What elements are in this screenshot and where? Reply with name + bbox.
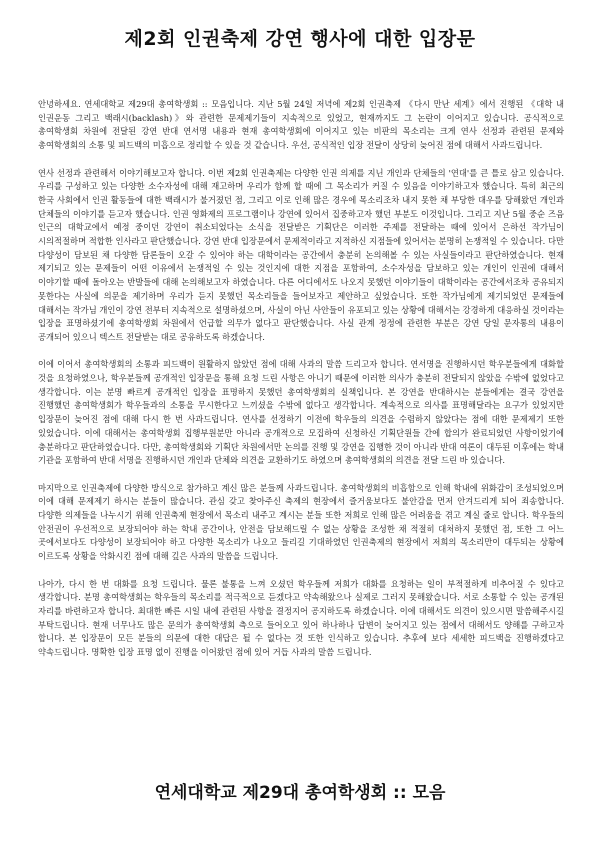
paragraph-intro: 안녕하세요. 연세대학교 제29대 총여학생회 :: 모음입니다. 지난 5월 24일 저녁에 제2회 인권축제 《다시 만난 세계》에서 진행된 《대학 내 인권운동 그리고 백래시(backlash)》와 관련한 문제제기들이 지속적으로 있었고, 현재까지도 그 논란이 이어지고 있습니다. 공식적으로 총여학생회 차원에 전달된 강연 반대 연서명 내용과 현재 총여학생회에 이어지고 있는 비판의 목소리는 크게 연사 선정과 관련된 문제와 총여학생회의 소통 및 피드백의 미흡으로 정리할 수 있을 것 같습니다. 우선, 공식적인 입장 전달이 상당히 늦어진 점에 대해서 사과드립니다. [38, 99, 564, 151]
paragraph-speaker-selection: 연사 선정과 관련해서 이야기해보고자 합니다. 이번 제2회 인권축제는 다양한 인권 의제를 지닌 개인과 단체들의 '연대'를 큰 틀로 삼고 있습니다. 우리를 구성하고 있는 다양한 소수자성에 대해 재고하며 우리가 함께 할 때에 그 목소리가 커질 수 있음을 이야기하고자 했습니다. 특히 최근의 한국 사회에서 인권 활동들에 대한 백래시가 불거졌던 점, 그리고 이로 인해 많은 경우에 목소리조차 내지 못한 채 부당한 대우를 당해왔던 개인과 단체들의 이야기를 듣고자 했습니다. 인권 영화제의 프로그램이나 강연에 있어서 집중하고자 했던 부분도 이것입니다. 그리고 지난 5월 중순 즈음 인근의 대학교에서 예정 중이던 강연이 취소되었다는 소식을 전달받은 기획단은 이러한 주제를 전달하는 때에 있어서 은하선 작가님이 시의적절하며 적합한 인사라고 판단했습니다. 강연 반대 입장문에서 문제적이라고 지적하신 지점들에 있어서는 분명히 논쟁적일 수 있습니다. 다만 다양성이 담보된 채 다양한 담론들이 오갈 수 있어야 하는 대학이라는 공간에서 충분히 논의해볼 수 있는 사실들이라고 판단하였습니다. 현재 제기되고 있는 문제들이 어떤 이유에서 논쟁적일 수 있는 것인지에 대한 지점을 포함하여, 소수자성을 담보하고 있는 개인이 인권에 대해서 이야기할 때에 돌아오는 반발들에 대해 논의해보고자 하였습니다. 다른 어디에서도 나오지 못했던 이야기들이 대학이라는 공간에서조차 공유되지 못한다는 사실에 의문을 제기하며 우리가 듣지 못했던 목소리들을 들어보자고 제안하고 싶었습니다. 또한 작가님에게 제기되었던 문제들에 대해서는 작가님 개인이 강연 전부터 지속적으로 설명하셨으며, 사실이 아닌 사안들이 유포되고 있는 상황에 대해서는 강경하게 대응하실 것이라는 입장을 표명하셨기에 총여학생회 차원에서 언급할 의무가 없다고 판단했습니다. 사실 관계 정정에 관련한 부분은 강연 당일 문자통의 내용이 공개되어 있으니 텍스트 전달받는 대로 공유하도록 하겠습니다. [38, 167, 564, 342]
document-body [38, 98, 564, 673]
paragraph-dialogue-request: 나아가, 다시 한 번 대화를 요청 드립니다. 물론 불통을 느껴 오셨던 학우들께 저희가 대화를 요청하는 일이 부적절하게 비추어질 수 있다고 생각합니다. 분명 총여학생회는 학우들의 목소리를 적극적으로 듣겠다고 약속해왔으나 실제로 그러지 못해왔습니다. 서로 소통할 수 있는 공개된 자리를 바련하고자 합니다. 최대한 빠른 시일 내에 관련된 사항을 결정지어 공지하도록 하겠습니다. 이에 대해서도 의견이 있으시면 말씀해주시길 부탁드립니다. 현재 너무나도 많은 문의가 총여학생회 측으로 들어오고 있어 하나하나 답변이 늦어지고 있는 점에서 대해서도 양해를 구하고자 합니다. 본 입장문이 모든 분들의 의문에 대한 대답은 될 수 없다는 것 또한 인식하고 있습니다. 추후에 보다 세세한 피드백을 진행하겠다고 약속드립니다. 명확한 입장 표명 없이 진행을 이어왔던 점에 있어 거듭 사과의 말씀 드립니다. [38, 578, 564, 658]
paragraph-communication-apology: 이에 이어서 총여학생회의 소통과 피드백이 원활하지 않았던 점에 대해 사과의 말씀 드리고자 합니다. 연서명을 진행하시던 학우분들에게 대화할 것을 요청하였으나, 학우분들께 공개적인 입장문을 통해 요청 드린 사항은 아니기 때문에 이러한 의사가 충분히 전달되지 않았을 수밖에 없었다고 생각합니다. 이는 분명 빠르게 공개적인 입장을 표명하지 못했던 총여학생회의 실책입니다. 본 강연을 반대하시는 분들에게는 결국 강연을 진행했던 총여학생회가 학우들과의 소통을 무시한다고 느끼셨을 수밖에 없다고 생각합니다. 계속적으로 의사를 표명해달라는 요구가 있었지만 입장문이 늦어진 점에 대해 다시 한 번 사과드립니다. 연사를 선정하기 이전에 학우들의 의견을 수렴하지 않았다는 점에 대한 문제제기 또한 있었습니다. 이에 대해서는 총여학생회 집행부원분만 아니라 공개적으로 모집하여 신청하신 기획단원들 간에 합의가 완료되었던 사항이었기에 충분하다고 판단하였습니다. 다만, 총여학생회와 기획단 차원에서만 논의를 진행 및 강연을 집행한 것이 아니라 반대 여론이 대두된 이후에는 학내 기관을 포함하여 반대 서명을 진행하시던 개인과 단체와 의견을 교환하기도 하였으며 총여학생회의 의견을 전달 드린 바 있습니다. [38, 359, 564, 466]
paragraph-participants-apology: 마지막으로 인권축제에 다양한 방식으로 참가하고 계신 많은 분들께 사과드립니다. 총여학생회의 비흡함으로 인해 학내에 위화감이 조성되었으며 이에 대해 문제제기 하시는 분들이 많습니다. 관심 갖고 찾아주신 축제의 현장에서 즐거움보다도 불안감을 먼저 안겨드리게 되어 죄송합니다. 다양한 의제들을 나누시기 위해 인권축제 현장에서 목소리 내주고 계시는 분들 또한 저희로 인해 많은 어려움을 겪고 계실 줄로 압니다. 학우들의 안전권이 우선적으로 보장되어야 하는 학내 공간이나, 안전을 담보해드릴 수 없는 상황을 조성한 채 적절히 대처하지 못했던 점, 또한 그 어느 곳에서보다도 다양성이 보장되어야 하고 다양한 목소리가 나오고 들리길 기대하였던 인권축제의 현장에서 저희의 목소리만이 대두되는 상황에 이르도록 상황을 악화시킨 점에 대해 깊은 사과의 말씀을 드립니다. [38, 482, 564, 562]
document-title: 제2회 인권축제 강연 행사에 대한 입장문 [124, 28, 476, 50]
document-signature: 연세대학교 제29대 총여학생회 :: 모음 [154, 783, 446, 803]
